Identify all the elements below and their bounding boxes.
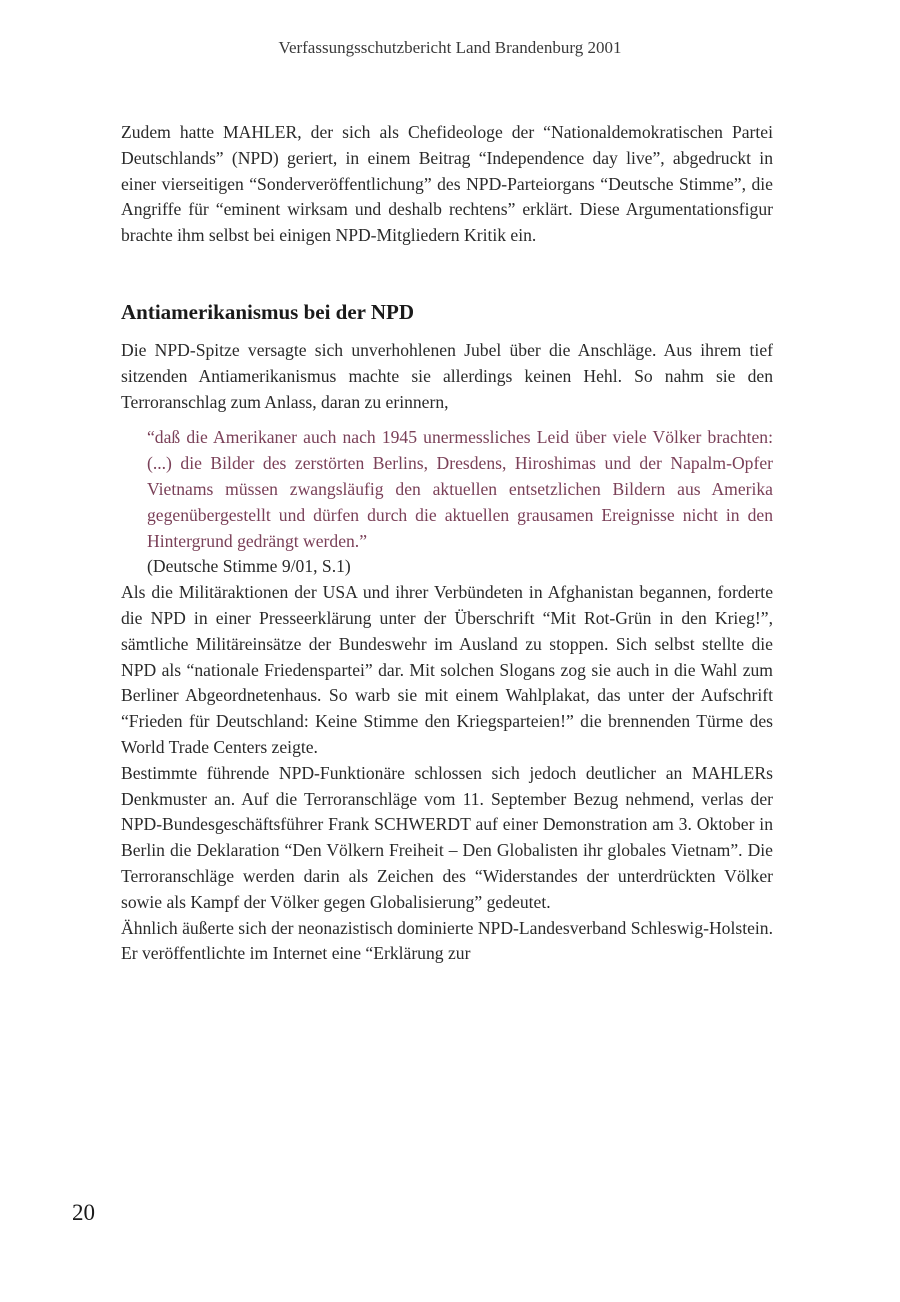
page-number: 20 xyxy=(72,1200,95,1225)
paragraph-schleswig-holstein: Ähnlich äußerte sich der neonazistisch dominierte NPD-Landesverband Schleswig-Holstein. Er veröffentlichte im Internet eine “Erklärung zur xyxy=(121,917,773,964)
quote-text: “daß die Amerikaner auch nach 1945 unermessliches Leid über viele Völker brachten: (...) die Bilder des zerstörten Berlins, Dresdens, Hiroshimas und der Napalm-Opfer Vietnams müssen zwangsläufig den aktuellen entsetzlichen Bildern aus Amerika gegenübergestellt und dürfen durch die aktuellen grausamen Ereignisse nicht in den Hintergrund gedrängt werden.” xyxy=(147,427,773,551)
paragraph-militaeraktionen: Als die Militäraktionen der USA und ihrer Verbündeten in Afghanistan begannen, forderte die NPD in einer Presseerklärung unter der Überschrift “Mit Rot-Grün in den Krieg!”, sämtliche Militäreinsätze der Bundeswehr im Ausland zu stoppen. Sich selbst stellte die NPD als “nationale Friedenspartei” dar. Mit solchen Slogans zog sie auch in die Wahl zum Berliner Abgeordnetenhaus. So warb sie mit einem Wahlplakat, das unter der Aufschrift “Frieden für Deutschland: Keine Stimme den Kriegsparteien!” die brennenden Türme des World Trade Centers zeigte. xyxy=(121,582,773,757)
page-body xyxy=(121,120,773,967)
quote-source: (Deutsche Stimme 9/01, S.1) xyxy=(147,556,351,577)
paragraph-funktionaere: Bestimmte führende NPD-Funktionäre schlossen sich jedoch deutlicher an MAHLERs Denkmuster an. Auf die Terroranschläge vom 11. September Bezug nehmend, verlas der NPD-Bundesgeschäftsführer Frank SCHWERDT auf einer Demonstration am 3. Oktober in Berlin die Deklaration “Den Völkern Freiheit – Den Globalisten ihr globales Vietnam”. Die Terroranschläge werden darin als Zeichen des “Widerstandes der unterdrückten Völker sowie als Kampf der Völker gegen Globalisierung” gedeutet. xyxy=(121,762,773,912)
paragraph-npd-spitze: Die NPD-Spitze versagte sich unverhohlenen Jubel über die Anschläge. Aus ihrem tief sitzenden Antiamerikanismus machte sie allerdings keinen Hehl. So nahm sie den Terroranschlag zum Anlass, daran zu erinnern, xyxy=(121,339,773,412)
section-heading: Antiamerikanismus bei der NPD xyxy=(121,299,415,324)
block-quote xyxy=(121,425,773,580)
running-header: Verfassungsschutzbericht Land Brandenburg 2001 xyxy=(278,38,622,57)
paragraph-mahler: Zudem hatte MAHLER, der sich als Chefideologe der “Nationaldemokratischen Partei Deutschlands” (NPD) geriert, in einem Beitrag “Independence day live”, abgedruckt in einer vierseitigen “Sonderveröffentlichung” des NPD-Parteiorgans “Deutsche Stimme”, die Angriffe für “eminent wirksam und deshalb rechtens” erklärt. Diese Argumentationsfigur brachte ihm selbst bei einigen NPD-Mitgliedern Kritik ein. xyxy=(121,122,773,246)
